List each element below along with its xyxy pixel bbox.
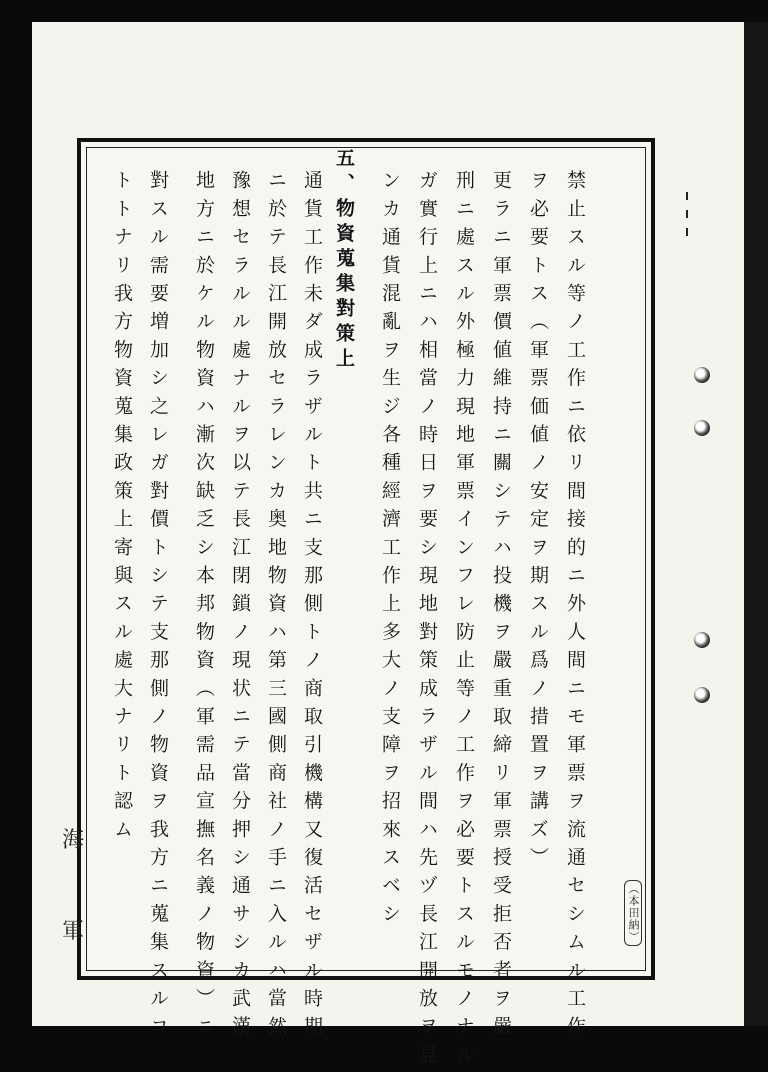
binding-hole [694,632,710,648]
text-column: トトナリ我方物資蒐集政策上寄與スル處大ナリト認ム [111,170,133,847]
binding-hole [694,367,710,383]
text-column: ヲ必要トス（軍票価値ノ安定ヲ期スル爲ノ措置ヲ講ズ） [527,170,549,875]
binding-hole [694,687,710,703]
text-column: 通貨工作未ダ成ラザルト共ニ支那側トノ商取引機構又復活セザル時期 [301,170,323,1045]
text-column: ニ於テ長江開放セラレンカ奥地物資ハ第三國側商社ノ手ニ入ルハ當然 [265,170,287,1045]
binding-mark [686,228,688,236]
scan-edge [744,22,768,1026]
text-column: 刑ニ處スル外極力現地軍票インフレ防止等ノ工作ヲ必要トスルモノナル [453,170,475,1072]
margin-label: 海 [62,828,85,853]
text-column: 對スル需要増加シ之レガ對價トシテ支那側ノ物資ヲ我方ニ蒐集スルコ [147,170,169,1045]
text-column: 地方ニ於ケル物資ハ漸次缺乏シ本邦物資（軍需品宣撫名義ノ物資）ニ [193,170,215,1045]
text-column: ガ實行上ニハ相當ノ時日ヲ要シ現地對策成ラザル間ハ先ヅ長江開放ヲ見 [416,170,438,1072]
section-heading: 五、物資蒐集對策上 [333,148,355,373]
binding-mark [686,192,688,200]
text-column: 豫想セラルル處ナルヲ以テ長江閉鎖ノ現状ニテ當分押シ通サシカ武漢 [229,170,251,1045]
binding-mark [686,210,688,218]
binding-hole [694,420,710,436]
text-column: ンカ通貨混亂ヲ生ジ各種經濟工作上多大ノ支障ヲ招來スベシ [379,170,401,932]
scan-border [0,1026,768,1071]
archive-stamp: （本田納） [624,880,642,946]
text-column: 禁止スル等ノ工作ニ依リ間接的ニ外人間ニモ軍票ヲ流通セシムル工作 [564,170,586,1045]
margin-label: 軍 [62,919,85,944]
text-column: 更ラニ軍票價値維持ニ關シテハ投機ヲ嚴重取締リ軍票授受拒否者ヲ嚴 [490,170,512,1045]
